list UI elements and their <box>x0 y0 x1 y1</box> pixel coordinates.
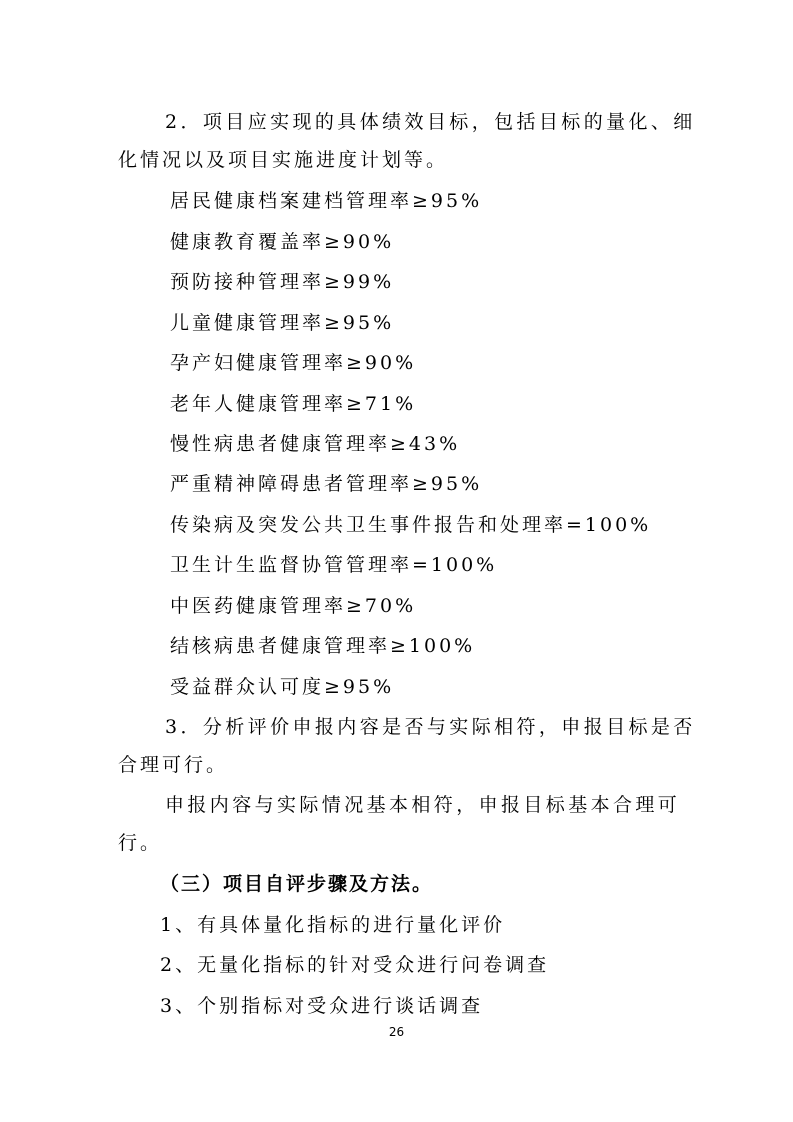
indicator-item: 受益群众认可度≥95% <box>170 676 395 698</box>
step-item: 1、有具体量化指标的进行量化评价 <box>160 914 506 936</box>
section3-heading-line2: 合理可行。 <box>118 754 229 776</box>
indicator-item: 传染病及突发公共卫生事件报告和处理率=100% <box>170 514 652 536</box>
step-item: 2、无量化指标的针对受众进行问卷调查 <box>160 954 550 976</box>
section2-heading-line2: 化情况以及项目实施进度计划等。 <box>118 149 449 171</box>
indicator-item: 居民健康档案建档管理率≥95% <box>170 190 483 212</box>
indicator-item: 孕产妇健康管理率≥90% <box>170 352 417 374</box>
indicator-item: 预防接种管理率≥99% <box>170 271 395 293</box>
indicator-item: 健康教育覆盖率≥90% <box>170 231 395 253</box>
part3-title: （三）项目自评步骤及方法。 <box>160 873 434 895</box>
indicator-item: 慢性病患者健康管理率≥43% <box>170 433 461 455</box>
section3-answer-line2: 行。 <box>118 832 163 854</box>
section2-heading-line1: 2．项目应实现的具体绩效目标，包括目标的量化、细 <box>165 111 696 133</box>
section3-answer-line1: 申报内容与实际情况基本相符，申报目标基本合理可 <box>165 794 681 816</box>
indicator-item: 中医药健康管理率≥70% <box>170 595 417 617</box>
section3-heading-line1: 3．分析评价申报内容是否与实际相符，申报目标是否 <box>165 716 696 738</box>
indicator-item: 儿童健康管理率≥95% <box>170 312 395 334</box>
indicator-item: 结核病患者健康管理率≥100% <box>170 635 476 657</box>
step-item: 3、个别指标对受众进行谈话调查 <box>160 995 484 1017</box>
indicator-item: 老年人健康管理率≥71% <box>170 393 417 415</box>
indicator-item: 卫生计生监督协管管理率=100% <box>170 554 498 576</box>
indicator-item: 严重精神障碍患者管理率≥95% <box>170 473 483 495</box>
page-number: 26 <box>388 1025 405 1039</box>
